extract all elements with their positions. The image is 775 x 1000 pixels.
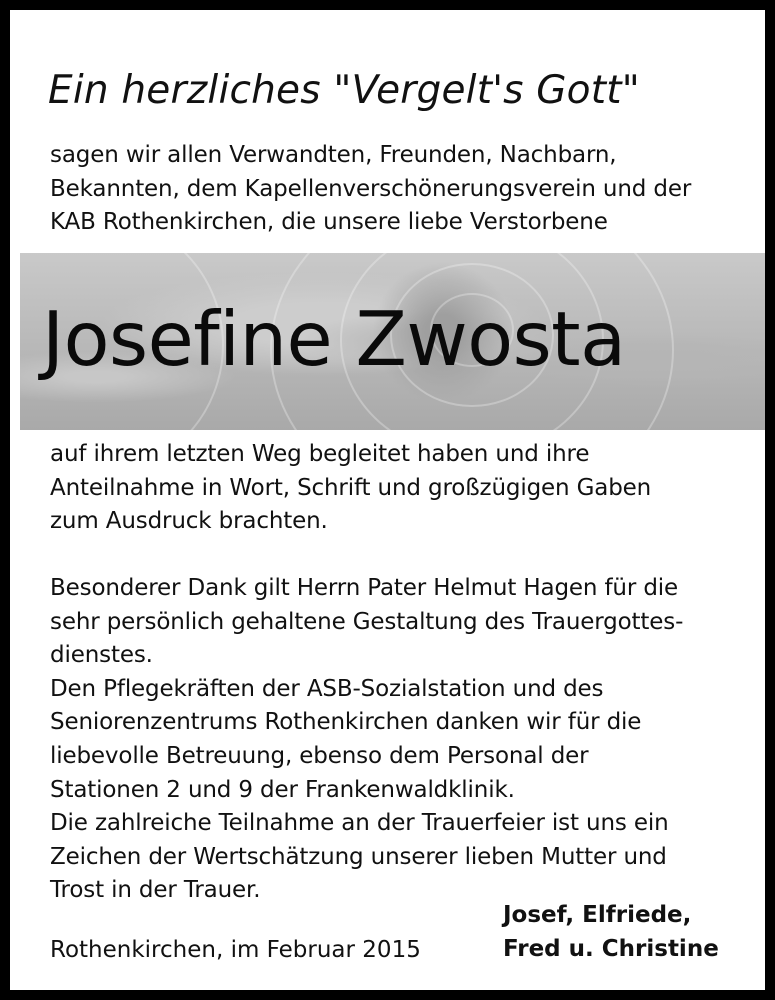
headline: Ein herzliches "Vergelt's Gott" xyxy=(48,68,640,113)
intro-line: sagen wir allen Verwandten, Freunden, Nachbarn, xyxy=(50,142,617,168)
thanks-line: Besonderer Dank gilt Herrn Pater Helmut Hagen für die xyxy=(50,575,679,601)
deceased-name: Josefine Zwosta xyxy=(42,295,626,383)
signers xyxy=(503,898,719,966)
thanks-line: Den Pflegekräften der ASB-Sozialstation und des xyxy=(50,675,604,702)
place-date: Rothenkirchen, im Februar 2015 xyxy=(50,937,421,963)
thanks-line: liebevolle Betreuung, ebenso dem Personal der xyxy=(50,742,589,769)
thanks-line: Zeichen der Wertschätzung unserer lieben Mutter und xyxy=(50,843,667,870)
rose-photo-band xyxy=(20,253,775,430)
thanks-line: sehr persönlich gehaltene Gestaltung des Trauergottes- xyxy=(50,608,684,635)
thanks-line: Seniorenzentrums Rothenkirchen danken wir für die xyxy=(50,709,642,736)
signer-line: Josef, Elfriede, xyxy=(503,902,692,928)
thanks-paragraph xyxy=(50,572,683,908)
thanks-line: Die zahlreiche Teilnahme an der Trauerfeier ist uns ein xyxy=(50,810,669,837)
after-paragraph xyxy=(50,438,651,539)
after-line: zum Ausdruck brachten. xyxy=(50,508,328,535)
after-line: Anteilnahme in Wort, Schrift und großzügigen Gaben xyxy=(50,474,652,501)
intro-paragraph xyxy=(50,139,691,240)
thanks-line: Stationen 2 und 9 der Frankenwaldklinik. xyxy=(50,776,515,803)
thanks-line: dienstes. xyxy=(50,642,153,669)
signer-line: Fred u. Christine xyxy=(503,936,719,962)
intro-line: KAB Rothenkirchen, die unsere liebe Verstorbene xyxy=(50,209,608,236)
intro-line: Bekannten, dem Kapellenverschönerungsverein und der xyxy=(50,175,692,202)
after-line: auf ihrem letzten Weg begleitet haben und ihre xyxy=(50,441,590,467)
thanks-line: Trost in der Trauer. xyxy=(50,877,261,904)
